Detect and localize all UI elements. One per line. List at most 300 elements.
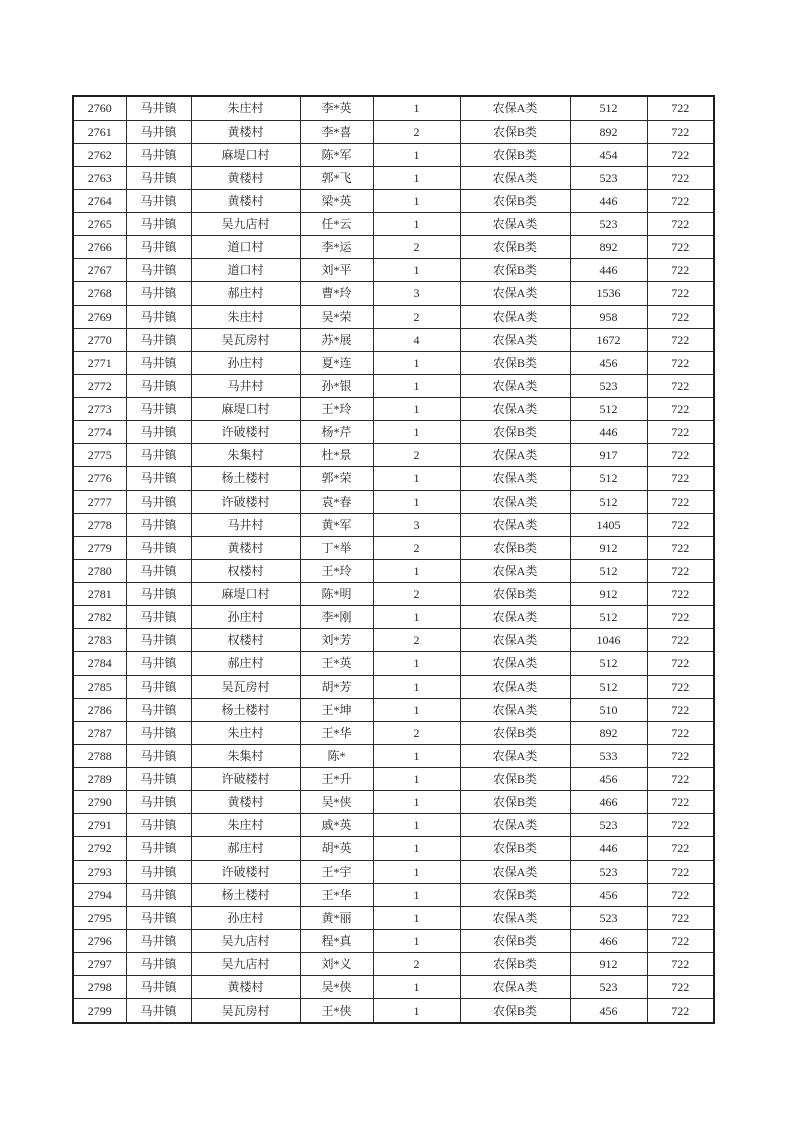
table-cell: 892: [570, 721, 647, 744]
table-cell: 许破楼村: [191, 860, 300, 883]
table-cell: 朱庄村: [191, 305, 300, 328]
table-cell: 朱庄村: [191, 721, 300, 744]
table-row: [73, 698, 714, 721]
table-cell: 722: [647, 698, 714, 721]
table-cell: 722: [647, 143, 714, 166]
table-row: [73, 490, 714, 513]
table-cell: 446: [570, 421, 647, 444]
table-cell: 袁*春: [300, 490, 373, 513]
table-cell: 马井村: [191, 513, 300, 536]
table-cell: 2773: [73, 398, 126, 421]
table-row: [73, 559, 714, 582]
table-cell: 1: [373, 929, 460, 952]
table-cell: 2: [373, 236, 460, 259]
table-cell: 722: [647, 976, 714, 999]
table-cell: 农保A类: [460, 814, 570, 837]
table-cell: 722: [647, 953, 714, 976]
table-cell: 533: [570, 744, 647, 767]
table-cell: 2: [373, 953, 460, 976]
table-cell: 456: [570, 999, 647, 1023]
table-cell: 马井镇: [126, 236, 191, 259]
table-cell: 杨土楼村: [191, 698, 300, 721]
table-cell: 1: [373, 906, 460, 929]
table-cell: 吴瓦房村: [191, 675, 300, 698]
table-cell: 王*玲: [300, 559, 373, 582]
table-row: [73, 791, 714, 814]
table-cell: 2771: [73, 351, 126, 374]
table-cell: 722: [647, 791, 714, 814]
table-cell: 朱集村: [191, 444, 300, 467]
table-cell: 吴*侠: [300, 791, 373, 814]
table-cell: 2760: [73, 96, 126, 120]
table-cell: 722: [647, 421, 714, 444]
table-cell: 刘*芳: [300, 629, 373, 652]
table-cell: 523: [570, 906, 647, 929]
table-cell: 许破楼村: [191, 421, 300, 444]
table-cell: 722: [647, 351, 714, 374]
table-cell: 马井镇: [126, 467, 191, 490]
table-cell: 2795: [73, 906, 126, 929]
table-cell: 1: [373, 374, 460, 397]
table-cell: 李*刚: [300, 606, 373, 629]
table-cell: 722: [647, 259, 714, 282]
table-cell: 1: [373, 768, 460, 791]
table-cell: 1: [373, 698, 460, 721]
table-cell: 2779: [73, 536, 126, 559]
table-cell: 马井镇: [126, 213, 191, 236]
table-cell: 农保B类: [460, 929, 570, 952]
table-cell: 马井镇: [126, 282, 191, 305]
table-cell: 农保A类: [460, 490, 570, 513]
table-cell: 466: [570, 791, 647, 814]
table-cell: 456: [570, 768, 647, 791]
table-cell: 马井镇: [126, 744, 191, 767]
table-cell: 722: [647, 929, 714, 952]
table-cell: 马井镇: [126, 166, 191, 189]
table-cell: 马井镇: [126, 189, 191, 212]
table-cell: 722: [647, 374, 714, 397]
table-cell: 黄楼村: [191, 166, 300, 189]
table-cell: 马井镇: [126, 328, 191, 351]
table-row: [73, 166, 714, 189]
table-cell: 2777: [73, 490, 126, 513]
table-cell: 1: [373, 189, 460, 212]
table-cell: 2769: [73, 305, 126, 328]
table-cell: 1: [373, 559, 460, 582]
table-cell: 1: [373, 143, 460, 166]
table-cell: 466: [570, 929, 647, 952]
table-cell: 杜*景: [300, 444, 373, 467]
table-cell: 陈*军: [300, 143, 373, 166]
table-cell: 446: [570, 259, 647, 282]
table-cell: 722: [647, 652, 714, 675]
table-cell: 孙庄村: [191, 906, 300, 929]
table-cell: 农保A类: [460, 213, 570, 236]
table-cell: 1: [373, 398, 460, 421]
table-cell: 戚*英: [300, 814, 373, 837]
table-cell: 农保A类: [460, 374, 570, 397]
table-cell: 2767: [73, 259, 126, 282]
table-cell: 王*华: [300, 883, 373, 906]
table-cell: 1: [373, 490, 460, 513]
table-row: [73, 814, 714, 837]
table-cell: 722: [647, 513, 714, 536]
table-cell: 农保B类: [460, 259, 570, 282]
table-cell: 马井镇: [126, 860, 191, 883]
table-cell: 王*侠: [300, 999, 373, 1023]
table-cell: 722: [647, 906, 714, 929]
table-cell: 912: [570, 536, 647, 559]
table-cell: 722: [647, 96, 714, 120]
table-row: [73, 189, 714, 212]
table-cell: 农保A类: [460, 282, 570, 305]
table-cell: 2785: [73, 675, 126, 698]
table-cell: 1405: [570, 513, 647, 536]
table-cell: 农保B类: [460, 143, 570, 166]
table-cell: 512: [570, 652, 647, 675]
table-cell: 曹*玲: [300, 282, 373, 305]
table-cell: 2783: [73, 629, 126, 652]
table-row: [73, 328, 714, 351]
table-cell: 权楼村: [191, 629, 300, 652]
table-cell: 2790: [73, 791, 126, 814]
table-cell: 王*宇: [300, 860, 373, 883]
table-cell: 722: [647, 189, 714, 212]
table-cell: 农保B类: [460, 721, 570, 744]
table-cell: 2762: [73, 143, 126, 166]
table-cell: 郝庄村: [191, 282, 300, 305]
table-cell: 2782: [73, 606, 126, 629]
table-cell: 农保B类: [460, 999, 570, 1023]
table-cell: 1: [373, 606, 460, 629]
table-cell: 马井镇: [126, 96, 191, 120]
table-cell: 523: [570, 374, 647, 397]
table-cell: 麻堤口村: [191, 143, 300, 166]
table-cell: 722: [647, 675, 714, 698]
table-body: [73, 96, 714, 1023]
table-cell: 523: [570, 814, 647, 837]
table-cell: 农保A类: [460, 96, 570, 120]
table-cell: 农保A类: [460, 606, 570, 629]
table-cell: 马井镇: [126, 351, 191, 374]
table-cell: 2797: [73, 953, 126, 976]
table-cell: 722: [647, 629, 714, 652]
table-cell: 2: [373, 444, 460, 467]
table-cell: 722: [647, 328, 714, 351]
table-row: [73, 837, 714, 860]
table-cell: 农保B类: [460, 791, 570, 814]
table-cell: 马井镇: [126, 143, 191, 166]
table-row: [73, 744, 714, 767]
table-cell: 王*华: [300, 721, 373, 744]
table-cell: 2768: [73, 282, 126, 305]
table-cell: 722: [647, 166, 714, 189]
table-cell: 郭*飞: [300, 166, 373, 189]
table-cell: 许破楼村: [191, 768, 300, 791]
table-cell: 王*英: [300, 652, 373, 675]
table-cell: 农保B类: [460, 120, 570, 143]
table-cell: 黄楼村: [191, 120, 300, 143]
table-cell: 912: [570, 953, 647, 976]
table-cell: 杨土楼村: [191, 467, 300, 490]
table-cell: 孙庄村: [191, 351, 300, 374]
table-row: [73, 652, 714, 675]
table-cell: 892: [570, 236, 647, 259]
table-cell: 马井镇: [126, 513, 191, 536]
table-cell: 农保B类: [460, 583, 570, 606]
table-cell: 马井村: [191, 374, 300, 397]
table-cell: 1: [373, 652, 460, 675]
table-cell: 农保B类: [460, 953, 570, 976]
table-row: [73, 768, 714, 791]
table-cell: 1: [373, 883, 460, 906]
table-cell: 2781: [73, 583, 126, 606]
table-cell: 722: [647, 398, 714, 421]
table-cell: 958: [570, 305, 647, 328]
table-cell: 农保A类: [460, 860, 570, 883]
table-cell: 王*升: [300, 768, 373, 791]
table-cell: 2784: [73, 652, 126, 675]
table-cell: 李*英: [300, 96, 373, 120]
table-cell: 农保A类: [460, 513, 570, 536]
table-cell: 722: [647, 814, 714, 837]
table-cell: 马井镇: [126, 374, 191, 397]
table-row: [73, 374, 714, 397]
table-cell: 1: [373, 259, 460, 282]
table-cell: 吴*侠: [300, 976, 373, 999]
table-cell: 456: [570, 351, 647, 374]
table-cell: 许破楼村: [191, 490, 300, 513]
table-cell: 任*云: [300, 213, 373, 236]
table-cell: 446: [570, 189, 647, 212]
table-cell: 722: [647, 213, 714, 236]
table-cell: 农保A类: [460, 698, 570, 721]
table-cell: 722: [647, 282, 714, 305]
table-cell: 郭*荣: [300, 467, 373, 490]
table-cell: 2788: [73, 744, 126, 767]
table-cell: 苏*展: [300, 328, 373, 351]
table-cell: 1: [373, 814, 460, 837]
table-cell: 农保A类: [460, 398, 570, 421]
table-cell: 马井镇: [126, 698, 191, 721]
table-cell: 2796: [73, 929, 126, 952]
table-cell: 1: [373, 467, 460, 490]
table-cell: 刘*平: [300, 259, 373, 282]
table-row: [73, 721, 714, 744]
table-cell: 李*喜: [300, 120, 373, 143]
table-cell: 1672: [570, 328, 647, 351]
table-cell: 马井镇: [126, 837, 191, 860]
table-cell: 2794: [73, 883, 126, 906]
table-cell: 3: [373, 282, 460, 305]
table-cell: 456: [570, 883, 647, 906]
table-cell: 朱集村: [191, 744, 300, 767]
beneficiary-table: [72, 95, 715, 1024]
table-cell: 夏*连: [300, 351, 373, 374]
table-cell: 杨土楼村: [191, 883, 300, 906]
table-cell: 陈*: [300, 744, 373, 767]
table-cell: 722: [647, 721, 714, 744]
table-cell: 吴九店村: [191, 213, 300, 236]
table-cell: 1: [373, 860, 460, 883]
table-cell: 马井镇: [126, 814, 191, 837]
table-cell: 2792: [73, 837, 126, 860]
table-cell: 程*真: [300, 929, 373, 952]
table-row: [73, 976, 714, 999]
table-row: [73, 629, 714, 652]
table-cell: 马井镇: [126, 421, 191, 444]
table-cell: 农保B类: [460, 189, 570, 212]
table-cell: 722: [647, 559, 714, 582]
table-cell: 吴瓦房村: [191, 999, 300, 1023]
table-cell: 1: [373, 166, 460, 189]
table-cell: 2: [373, 721, 460, 744]
table-cell: 1536: [570, 282, 647, 305]
table-cell: 1: [373, 837, 460, 860]
table-cell: 吴九店村: [191, 929, 300, 952]
table-cell: 梁*英: [300, 189, 373, 212]
table-cell: 523: [570, 166, 647, 189]
table-cell: 2: [373, 629, 460, 652]
table-row: [73, 513, 714, 536]
table-row: [73, 999, 714, 1023]
table-cell: 道口村: [191, 259, 300, 282]
table-cell: 郝庄村: [191, 652, 300, 675]
table-cell: 2764: [73, 189, 126, 212]
table-cell: 722: [647, 536, 714, 559]
table-cell: 722: [647, 490, 714, 513]
table-cell: 农保A类: [460, 467, 570, 490]
table-cell: 2763: [73, 166, 126, 189]
table-cell: 2770: [73, 328, 126, 351]
table-cell: 722: [647, 860, 714, 883]
table-cell: 马井镇: [126, 120, 191, 143]
table-cell: 马井镇: [126, 791, 191, 814]
table-cell: 马井镇: [126, 976, 191, 999]
table-row: [73, 929, 714, 952]
table-cell: 黄楼村: [191, 189, 300, 212]
table-cell: 胡*英: [300, 837, 373, 860]
table-cell: 722: [647, 883, 714, 906]
table-cell: 917: [570, 444, 647, 467]
table-row: [73, 467, 714, 490]
table-cell: 丁*举: [300, 536, 373, 559]
table-cell: 黄楼村: [191, 791, 300, 814]
table-cell: 2780: [73, 559, 126, 582]
table-cell: 农保A类: [460, 328, 570, 351]
table-row: [73, 259, 714, 282]
table-cell: 722: [647, 999, 714, 1023]
table-cell: 朱庄村: [191, 96, 300, 120]
table-cell: 523: [570, 976, 647, 999]
table-cell: 1: [373, 976, 460, 999]
table-cell: 农保A类: [460, 559, 570, 582]
table-cell: 道口村: [191, 236, 300, 259]
table-cell: 722: [647, 744, 714, 767]
table-cell: 3: [373, 513, 460, 536]
table-cell: 马井镇: [126, 999, 191, 1023]
table-cell: 陈*明: [300, 583, 373, 606]
table-row: [73, 444, 714, 467]
table-cell: 2: [373, 536, 460, 559]
table-cell: 1: [373, 999, 460, 1023]
table-cell: 农保A类: [460, 629, 570, 652]
table-cell: 权楼村: [191, 559, 300, 582]
table-cell: 523: [570, 860, 647, 883]
table-cell: 吴*荣: [300, 305, 373, 328]
table-cell: 马井镇: [126, 259, 191, 282]
table-cell: 农保A类: [460, 675, 570, 698]
table-cell: 722: [647, 583, 714, 606]
table-row: [73, 236, 714, 259]
table-cell: 512: [570, 675, 647, 698]
table-row: [73, 906, 714, 929]
table-row: [73, 606, 714, 629]
table-cell: 王*坤: [300, 698, 373, 721]
table-cell: 2793: [73, 860, 126, 883]
table-cell: 马井镇: [126, 606, 191, 629]
table-cell: 李*运: [300, 236, 373, 259]
table-cell: 512: [570, 559, 647, 582]
table-cell: 胡*芳: [300, 675, 373, 698]
table-cell: 农保A类: [460, 652, 570, 675]
table-cell: 722: [647, 305, 714, 328]
table-cell: 1: [373, 96, 460, 120]
table-cell: 446: [570, 837, 647, 860]
table-cell: 722: [647, 236, 714, 259]
table-cell: 2761: [73, 120, 126, 143]
table-cell: 1: [373, 675, 460, 698]
table-cell: 农保A类: [460, 305, 570, 328]
table-cell: 马井镇: [126, 536, 191, 559]
table-cell: 马井镇: [126, 953, 191, 976]
table-cell: 农保B类: [460, 236, 570, 259]
table-cell: 454: [570, 143, 647, 166]
table-row: [73, 953, 714, 976]
table-row: [73, 675, 714, 698]
table-cell: 农保B类: [460, 421, 570, 444]
table-cell: 吴瓦房村: [191, 328, 300, 351]
table-cell: 2: [373, 120, 460, 143]
table-cell: 1: [373, 351, 460, 374]
table-cell: 吴九店村: [191, 953, 300, 976]
table-cell: 2772: [73, 374, 126, 397]
table-cell: 912: [570, 583, 647, 606]
table-cell: 农保B类: [460, 883, 570, 906]
table-cell: 农保B类: [460, 768, 570, 791]
table-cell: 农保A类: [460, 976, 570, 999]
table-cell: 2791: [73, 814, 126, 837]
table-cell: 2789: [73, 768, 126, 791]
table-cell: 512: [570, 606, 647, 629]
table-cell: 2787: [73, 721, 126, 744]
table-cell: 2765: [73, 213, 126, 236]
table-cell: 1: [373, 791, 460, 814]
table-row: [73, 398, 714, 421]
table-row: [73, 96, 714, 120]
table-cell: 1: [373, 744, 460, 767]
table-cell: 农保B类: [460, 837, 570, 860]
table-cell: 523: [570, 213, 647, 236]
table-cell: 512: [570, 467, 647, 490]
table-cell: 马井镇: [126, 906, 191, 929]
table-cell: 马井镇: [126, 652, 191, 675]
table-cell: 农保A类: [460, 166, 570, 189]
table-cell: 722: [647, 837, 714, 860]
table-cell: 马井镇: [126, 398, 191, 421]
table-cell: 512: [570, 490, 647, 513]
table-cell: 马井镇: [126, 721, 191, 744]
